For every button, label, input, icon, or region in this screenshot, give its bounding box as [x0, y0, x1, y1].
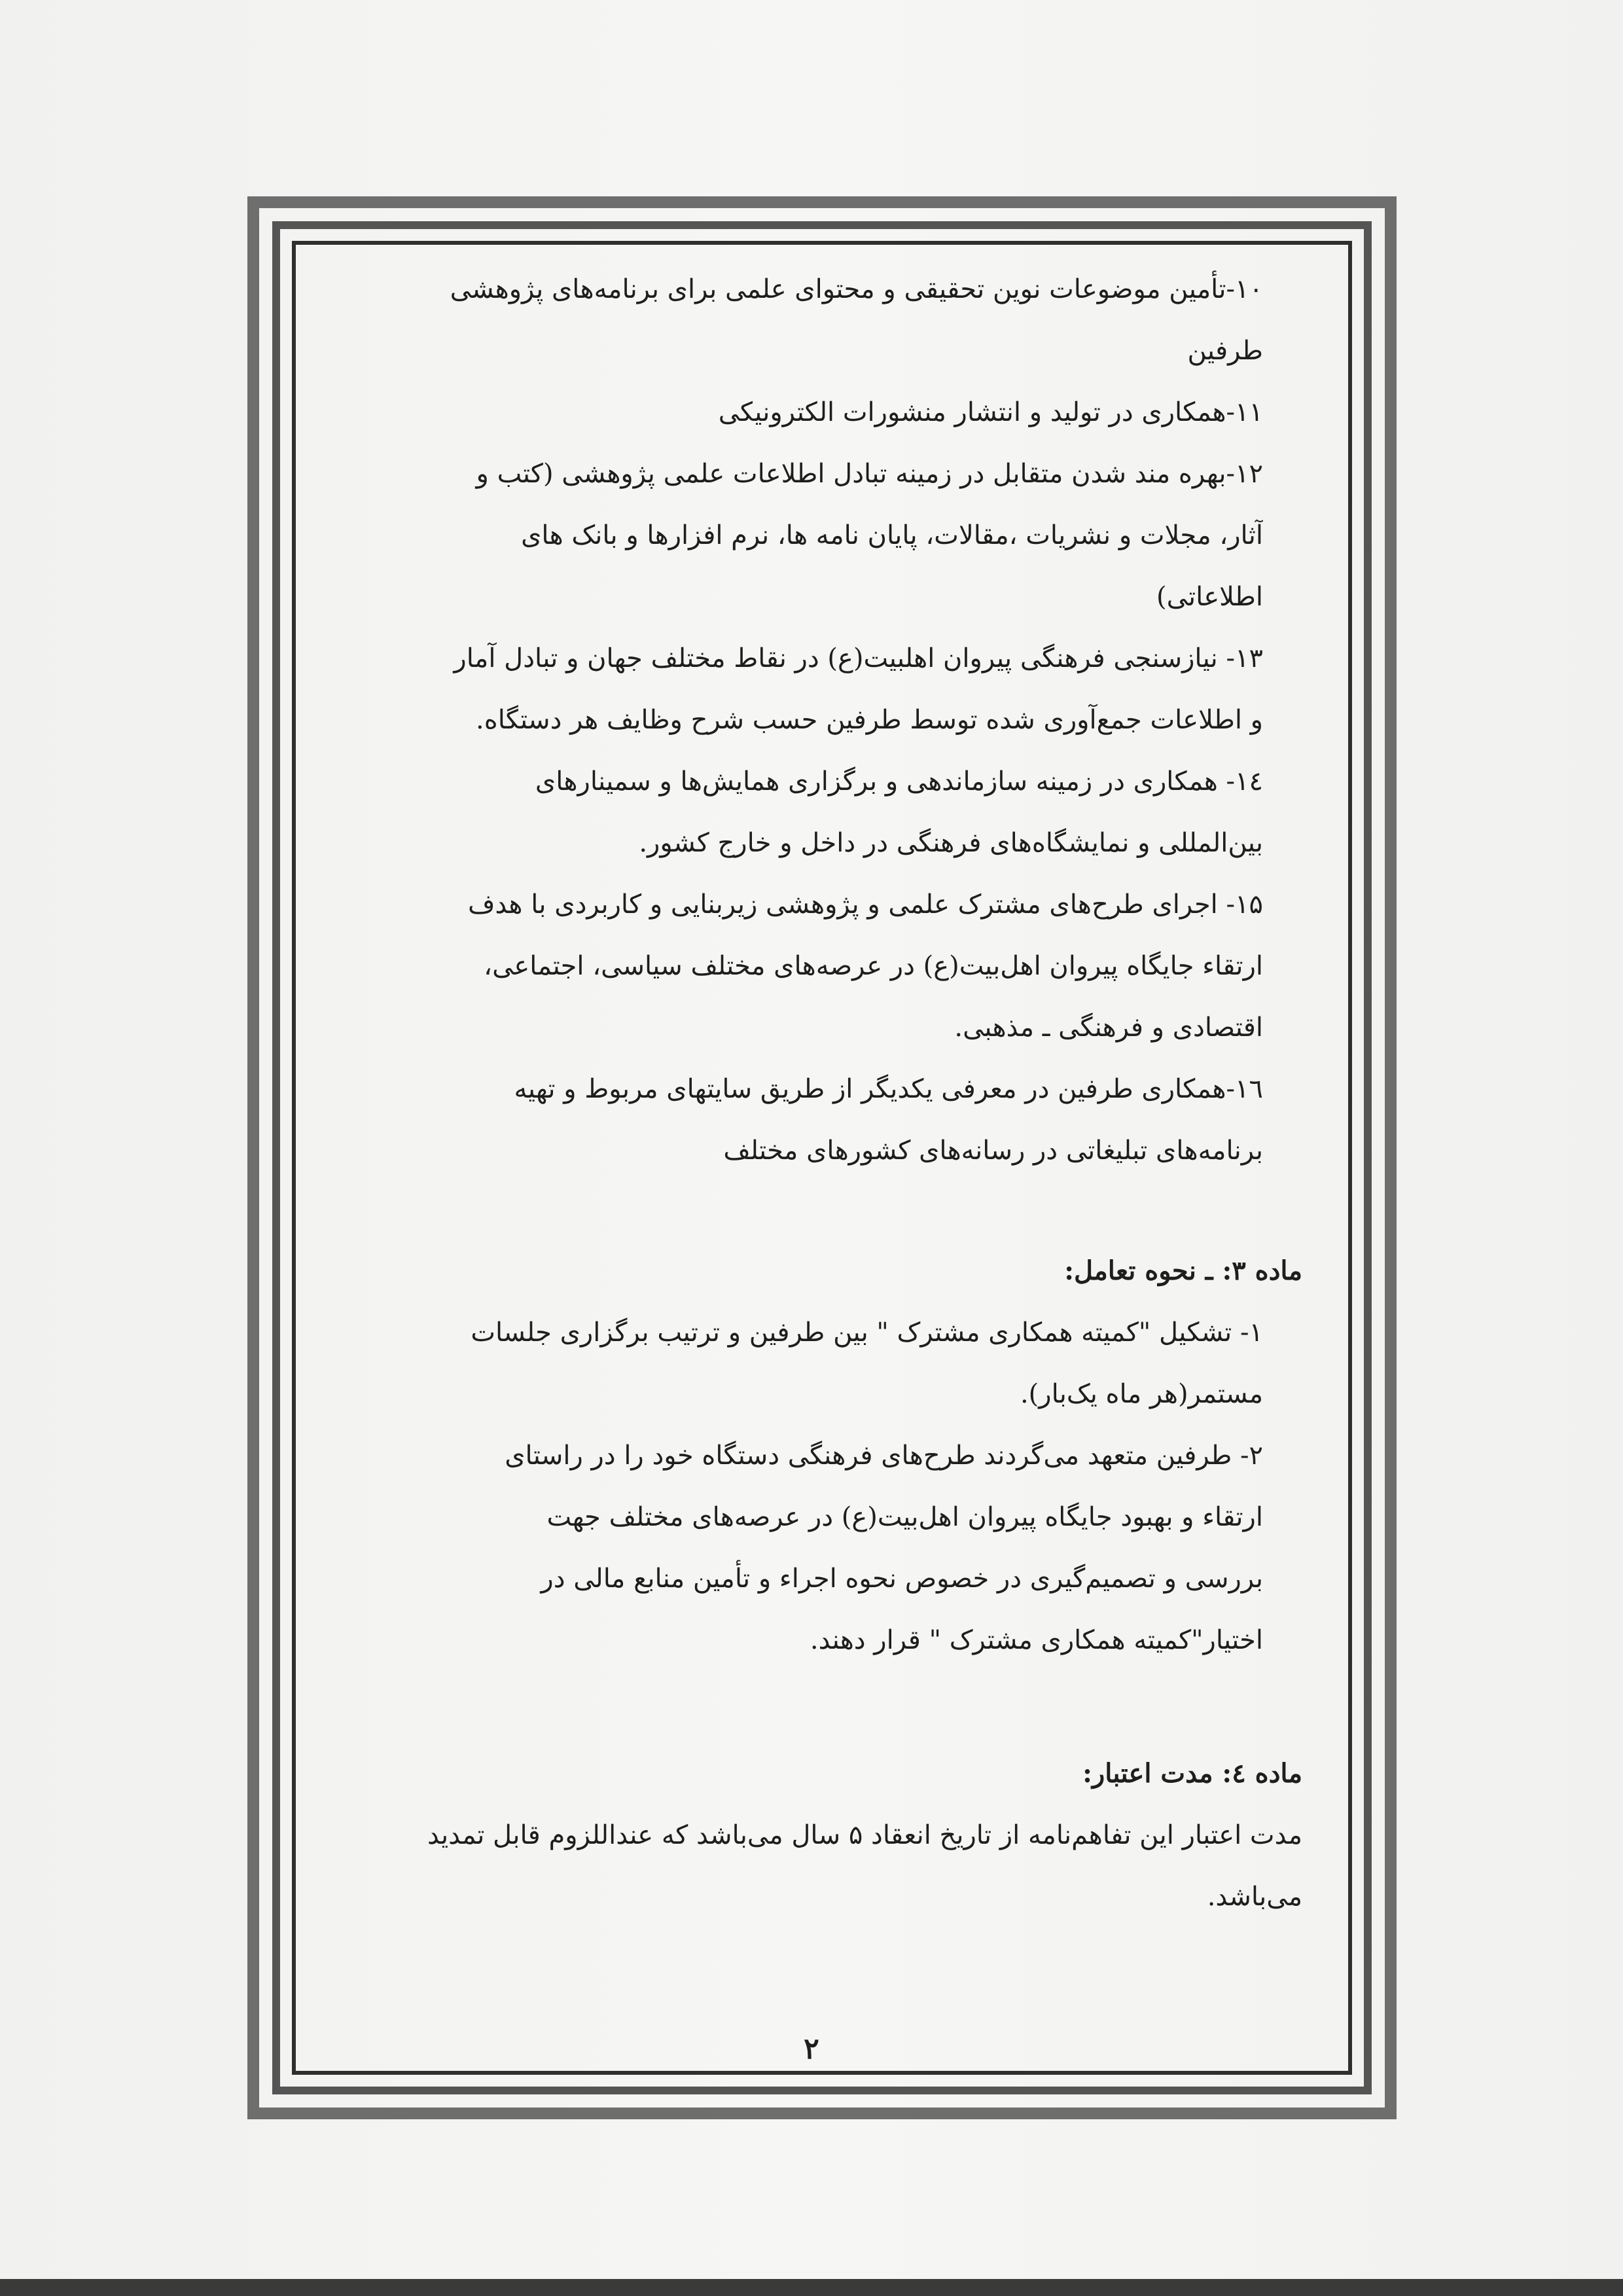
article-3-line: ارتقاء و بهبود جایگاه پیروان اهل‌بیت(ع) در عرصه‌های مختلف جهت — [546, 1502, 1263, 1532]
article-3-line: مستمر(هر ماه یک‌بار). — [1020, 1379, 1263, 1409]
article-4-line: می‌باشد. — [1207, 1882, 1302, 1912]
list-item-line: و اطلاعات جمع‌آوری شده توسط طرفین حسب شرح وظایف هر دستگاه. — [476, 705, 1263, 735]
section-items-list — [347, 259, 1263, 1181]
list-item-line: ۱۳- نیازسنجی فرهنگی پیروان اهلبیت(ع) در نقاط مختلف جهان و تبادل آمار — [454, 643, 1263, 673]
article-3-line: اختیار"کمیته همکاری مشترک " قرار دهند. — [810, 1625, 1263, 1655]
list-item-line: طرفین — [1187, 336, 1263, 366]
list-item-line: ۱۰-تأمین موضوعات نوین تحقیقی و محتوای علمی برای برنامه‌های پژوهشی — [450, 274, 1263, 304]
article-4-heading: ماده ٤: مدت اعتبار: — [1082, 1758, 1302, 1789]
article-4-section — [347, 1743, 1302, 1928]
list-item-line: ۱٦-همکاری طرفین در معرفی یکدیگر از طریق سایتهای مربوط و تهیه — [514, 1074, 1263, 1104]
list-item-line: آثار، مجلات و نشریات ،مقالات، پایان نامه ها، نرم افزارها و بانک های — [521, 520, 1263, 550]
article-3-line: ۱- تشکیل "کمیته همکاری مشترک " بین طرفین و ترتیب برگزاری جلسات — [471, 1318, 1263, 1348]
scan-edge — [0, 2279, 1623, 2296]
article-3-line: بررسی و تصمیم‌گیری در خصوص نحوه اجراء و تأمین منابع مالی در — [541, 1564, 1263, 1594]
list-item-line: اقتصادی و فرهنگی ـ مذهبی. — [954, 1013, 1263, 1043]
article-3-section — [347, 1240, 1302, 1671]
list-item-line: ارتقاء جایگاه پیروان اهل‌بیت(ع) در عرصه‌های مختلف سیاسی، اجتماعی، — [484, 951, 1263, 981]
list-item-line: ۱۲-بهره مند شدن متقابل در زمینه تبادل اطلاعات علمی پژوهشی (کتب و — [476, 459, 1263, 489]
list-item-line: برنامه‌های تبلیغاتی در رسانه‌های کشورهای مختلف — [723, 1136, 1263, 1166]
list-item-line: ۱٤- همکاری در زمینه سازماندهی و برگزاری همایش‌ها و سمینارهای — [535, 766, 1263, 797]
list-item-line: اطلاعاتی) — [1156, 582, 1263, 612]
page-number: ۲ — [804, 2032, 819, 2066]
article-3-heading: ماده ۳: ـ نحوه تعامل: — [1064, 1255, 1302, 1286]
document-body — [347, 259, 1302, 1928]
list-item-line: ۱۵- اجرای طرح‌های مشترک علمی و پژوهشی زیربنایی و کاربردی با هدف — [467, 889, 1263, 920]
article-4-line: مدت اعتبار این تفاهم‌نامه از تاریخ انعقاد ۵ سال می‌باشد که عنداللزوم قابل تمدید — [427, 1820, 1302, 1850]
article-3-line: ۲- طرفین متعهد می‌گردند طرح‌های فرهنگی دستگاه خود را در راستای — [505, 1441, 1263, 1471]
list-item-line: ۱۱-همکاری در تولید و انتشار منشورات الکترونیکی — [718, 397, 1263, 427]
list-item-line: بین‌المللی و نمایشگاه‌های فرهنگی در داخل و خارج کشور. — [639, 828, 1263, 858]
